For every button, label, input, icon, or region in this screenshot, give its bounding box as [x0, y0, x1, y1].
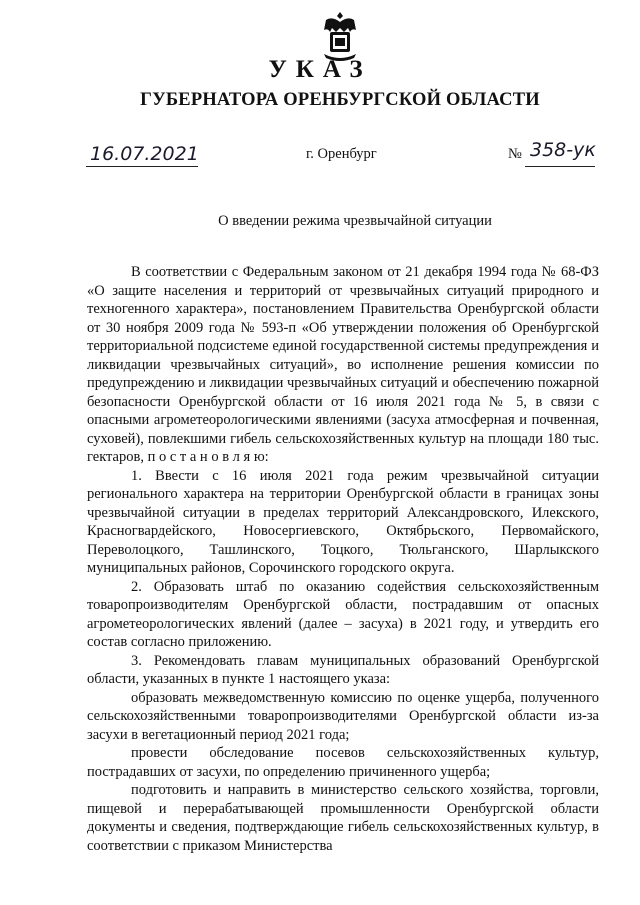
decree-date: 16.07.2021 — [90, 143, 199, 165]
clause-1-paragraph: 1. Ввести с 16 июля 2021 года режим чрезвычайной ситуации регионального характера на территории Оренбургской области в границах зоны чрезвычайной ситуации в пределах территорий Александровского, Илекского, Красногвардейского, Новосергиевского, Октябрьского, Первомайского, Переволоцкого, Ташлинского, Тоцкого, Тюльганского, Шарлыкского муниципальных районов, Сорочинского городского округа. — [87, 467, 599, 576]
clause-3-item-commission: образовать межведомственную комиссию по оценке ущерба, полученного сельскохозяйственными товаропроизводителями Оренбургской области из-за засухи в вегетационный период 2021 года; — [87, 689, 599, 743]
clause-3-item-inspection: провести обследование посевов сельскохозяйственных культур, пострадавших от засухи, по определению причиненного ущерба; — [87, 745, 599, 780]
decree-subject: О введении режима чрезвычайной ситуации — [218, 213, 492, 229]
document-title: УКАЗ — [268, 56, 372, 83]
decree-body — [87, 263, 599, 855]
document-issuer: ГУБЕРНАТОРА ОРЕНБУРГСКОЙ ОБЛАСТИ — [140, 90, 540, 110]
date-underline — [86, 166, 198, 167]
number-sign: № — [508, 146, 522, 162]
clause-3-item-documents: подготовить и направить в министерство сельского хозяйства, торговли, пищевой и перерабатывающей промышленности Оренбургской области документы и сведения, подтверждающие гибель сельскохозяйственных культур, в соответствии с приказом Министерства — [87, 782, 599, 854]
number-underline — [525, 166, 595, 167]
decree-number: 358-ук — [530, 139, 596, 161]
decree-city: г. Оренбург — [306, 146, 377, 162]
coat-of-arms-icon — [318, 10, 362, 62]
clause-3-paragraph: 3. Рекомендовать главам муниципальных образований Оренбургской области, указанных в пункте 1 настоящего указа: — [87, 652, 599, 687]
clause-2-paragraph: 2. Образовать штаб по оказанию содействия сельскохозяйственным товаропроизводителям Оренбургской области, пострадавшим от опасных агрометеорологических явлений (далее – засуха) в 2021 году, и утвердить его состав согласно приложению. — [87, 578, 599, 650]
preamble-paragraph: В соответствии с Федеральным законом от 21 декабря 1994 года № 68-ФЗ «О защите населения и территорий от чрезвычайных ситуаций природного и техногенного характера», постановлением Правительства Оренбургской области от 30 ноября 2009 года № 593-п «Об утверждении положения об Оренбургской территориальной подсистеме единой государственной системы предупреждения и ликвидации чрезвычайных ситуаций», во исполнение решения комиссии по предупреждению и ликвидации чрезвычайных ситуаций и обеспечению пожарной безопасности Оренбургской области от 16 июля 2021 года № 5, в связи с опасными агрометеорологическими явлениями (засуха атмосферная и почвенная, суховей), повлекшими гибель сельскохозяйственных культур на площади 180 тыс. гектаров, п о с т а н о в л я ю: — [87, 264, 599, 465]
